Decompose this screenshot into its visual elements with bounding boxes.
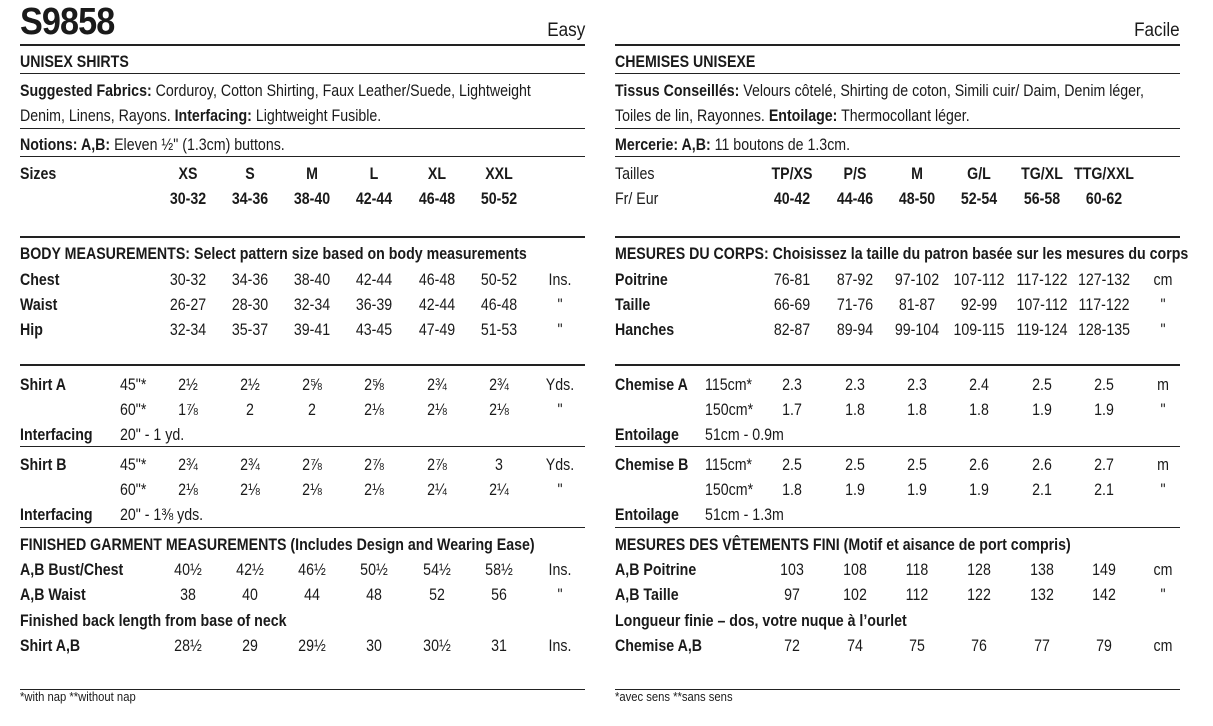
yardage-value: 2.5 (907, 456, 927, 474)
notions-label: Mercerie: A,B: (615, 136, 711, 154)
yardage-value: 1.8 (907, 401, 927, 419)
back-length-value: 29 (242, 637, 258, 655)
body-row-value: 46-48 (418, 271, 456, 289)
body-row-value: 117-122 (1016, 271, 1068, 289)
yardage-value: 1.9 (1032, 401, 1052, 419)
interfacing-text: Thermocollant léger. (841, 107, 970, 125)
size-range: 56-58 (1023, 190, 1061, 208)
size-header: L (369, 165, 379, 183)
yardage-value: 2⅝ (364, 376, 384, 394)
yardage-value: 1.9 (1094, 401, 1114, 419)
finished-row-value: 138 (1030, 561, 1054, 579)
body-row-value: 43-45 (355, 321, 393, 339)
body-row-value: 109-115 (953, 321, 1005, 339)
interfacing-label: Entoilage (615, 506, 679, 524)
garment-label: Shirt B (20, 456, 67, 474)
size-header: TTG/XXL (1074, 165, 1134, 183)
unit-label: " (557, 321, 563, 339)
yardage-value: 2⅞ (427, 456, 447, 474)
notions-text: 11 boutons de 1.3cm. (714, 136, 851, 154)
yardage-value: 2.6 (1032, 456, 1052, 474)
divider (615, 236, 1180, 238)
body-row-value: 50-52 (480, 271, 518, 289)
interfacing-value: 20" - 1 yd. (120, 426, 185, 444)
unit-label: cm (1153, 637, 1173, 655)
finished-row-value: 97 (784, 586, 800, 604)
size-range: 34-36 (231, 190, 269, 208)
body-row-value: 38-40 (293, 271, 331, 289)
unit-label: " (557, 481, 563, 499)
footnote: *with nap **without nap (20, 690, 136, 704)
interfacing-value: 51cm - 1.3m (705, 506, 784, 524)
size-range: 40-42 (773, 190, 811, 208)
back-length-value: 75 (909, 637, 925, 655)
body-measurements-header: MESURES DU CORPS: Choisissez la taille du patron basée sur les mesures du corps (615, 245, 1189, 263)
yardage-value: 2¼ (489, 481, 509, 499)
fabric-width: 60"* (120, 401, 147, 419)
fabrics-text: Velours côtelé, Shirting de coton, Simili cuir/ Daim, Denim léger, (743, 82, 1144, 100)
divider (20, 44, 585, 46)
fabric-width: 45"* (120, 456, 147, 474)
pattern-code: S9858 (20, 1, 115, 43)
unit-label: m (1157, 376, 1169, 394)
interfacing-label: Interfacing (20, 426, 93, 444)
sizes-label: Sizes (20, 165, 57, 183)
back-length-header: Longueur finie – dos, votre nuque à l’ourlet (615, 612, 907, 630)
yardage-value: 2 (246, 401, 254, 419)
yardage-value: 2.5 (782, 456, 802, 474)
body-row-value: 107-112 (953, 271, 1005, 289)
body-row-label: Waist (20, 296, 58, 314)
divider (20, 73, 585, 74)
finished-measurements-header: MESURES DES VÊTEMENTS FINI (Motif et aisance de port compris) (615, 536, 1071, 554)
body-row-value: 92-99 (960, 296, 998, 314)
garment-label: Chemise B (615, 456, 689, 474)
yardage-value: 2⅝ (302, 376, 322, 394)
yardage-value: 1.9 (969, 481, 989, 499)
yardage-value: 2.1 (1094, 481, 1114, 499)
sizes-label: Tailles (615, 165, 655, 183)
size-header: TP/XS (771, 165, 813, 183)
back-length-value: 74 (847, 637, 863, 655)
body-row-value: 66-69 (773, 296, 811, 314)
unit-label: " (557, 296, 563, 314)
section-title: UNISEX SHIRTS (20, 53, 129, 71)
body-row-value: 81-87 (898, 296, 936, 314)
body-row-value: 97-102 (894, 271, 940, 289)
size-range: 50-52 (480, 190, 518, 208)
divider (20, 446, 585, 447)
size-header: XS (178, 165, 198, 183)
back-length-label: Shirt A,B (20, 637, 81, 655)
interfacing-label: Entoilage: (768, 107, 838, 125)
footnote: *avec sens **sans sens (615, 690, 733, 704)
unit-label: Ins. (548, 561, 572, 579)
unit-label: " (1160, 401, 1166, 419)
body-row-value: 51-53 (480, 321, 518, 339)
yardage-value: 2⅛ (178, 481, 198, 499)
yardage-value: 2.1 (1032, 481, 1052, 499)
yardage-value: 2.5 (1032, 376, 1052, 394)
size-range: 46-48 (418, 190, 456, 208)
size-header: S (245, 165, 255, 183)
yardage-value: 2⅛ (302, 481, 322, 499)
size-range-label: Fr/ Eur (615, 190, 659, 208)
section-title: CHEMISES UNISEXE (615, 53, 756, 71)
body-row-label: Poitrine (615, 271, 668, 289)
finished-row-value: 40½ (174, 561, 202, 579)
difficulty-label: Easy (546, 20, 585, 41)
finished-row-value: 40 (242, 586, 258, 604)
divider (615, 527, 1180, 528)
finished-row-value: 56 (491, 586, 507, 604)
finished-row-value: 149 (1092, 561, 1116, 579)
yardage-value: 2½ (178, 376, 198, 394)
finished-row-value: 42½ (236, 561, 264, 579)
body-row-value: 39-41 (293, 321, 331, 339)
divider (20, 128, 585, 129)
yardage-value: 2.5 (845, 456, 865, 474)
finished-row-label: A,B Waist (20, 586, 86, 604)
body-row-value: 32-34 (169, 321, 207, 339)
body-row-value: 46-48 (480, 296, 518, 314)
unit-label: Yds. (545, 456, 575, 474)
yardage-value: 2⅞ (302, 456, 322, 474)
body-row-label: Hanches (615, 321, 675, 339)
body-row-value: 119-124 (1016, 321, 1068, 339)
interfacing-label: Interfacing: (174, 107, 252, 125)
size-header: XXL (485, 165, 513, 183)
fabrics-line-2 (20, 106, 381, 126)
yardage-value: 2.3 (782, 376, 802, 394)
back-length-value: 31 (491, 637, 507, 655)
unit-label: Ins. (548, 271, 572, 289)
difficulty-label: Facile (1134, 20, 1180, 41)
yardage-value: 1.8 (845, 401, 865, 419)
divider (615, 446, 1180, 447)
fabrics-text-2: Denim, Linens, Rayons. (20, 107, 171, 125)
yardage-value: 2¾ (427, 376, 447, 394)
yardage-value: 1⅞ (178, 401, 198, 419)
size-header: M (306, 165, 318, 183)
yardage-value: 2¼ (427, 481, 447, 499)
back-length-label: Chemise A,B (615, 637, 703, 655)
notions-line (20, 135, 285, 155)
divider (20, 364, 585, 366)
yardage-value: 2 (308, 401, 316, 419)
back-length-value: 28½ (174, 637, 202, 655)
body-row-label: Taille (615, 296, 651, 314)
body-row-value: 117-122 (1078, 296, 1130, 314)
interfacing-value: 20" - 1⅜ yds. (120, 506, 204, 524)
divider (615, 44, 1180, 46)
fabrics-label: Tissus Conseillés: (615, 82, 740, 100)
body-row-value: 36-39 (355, 296, 393, 314)
yardage-value: 2⅛ (427, 401, 447, 419)
body-row-value: 128-135 (1077, 321, 1131, 339)
fabric-width: 115cm* (705, 456, 753, 474)
yardage-value: 2.3 (845, 376, 865, 394)
body-measurements-header: BODY MEASUREMENTS: Select pattern size based on body measurements (20, 245, 527, 263)
yardage-value: 2⅞ (364, 456, 384, 474)
size-range: 30-32 (169, 190, 207, 208)
fabric-width: 115cm* (705, 376, 753, 394)
back-length-value: 72 (784, 637, 800, 655)
finished-row-value: 54½ (423, 561, 451, 579)
unit-label: " (557, 586, 563, 604)
finished-measurements-header: FINISHED GARMENT MEASUREMENTS (Includes Design and Wearing Ease) (20, 536, 535, 554)
unit-label: Yds. (545, 376, 575, 394)
yardage-value: 2⅛ (240, 481, 260, 499)
yardage-value: 1.9 (907, 481, 927, 499)
yardage-value: 2.4 (969, 376, 989, 394)
body-row-value: 107-112 (1016, 296, 1068, 314)
yardage-value: 2⅛ (489, 401, 509, 419)
divider (615, 73, 1180, 74)
finished-row-value: 52 (429, 586, 445, 604)
body-row-value: 42-44 (418, 296, 456, 314)
notions-label: Notions: A,B: (20, 136, 111, 154)
size-range: 48-50 (898, 190, 936, 208)
garment-label: Shirt A (20, 376, 66, 394)
finished-row-value: 46½ (298, 561, 326, 579)
back-length-value: 30½ (423, 637, 451, 655)
finished-row-value: 122 (967, 586, 991, 604)
size-header: M (911, 165, 923, 183)
divider (20, 527, 585, 528)
body-row-value: 127-132 (1077, 271, 1131, 289)
unit-label: Ins. (548, 637, 572, 655)
finished-row-label: A,B Poitrine (615, 561, 697, 579)
yardage-value: 2.3 (907, 376, 927, 394)
fabric-width: 60"* (120, 481, 147, 499)
yardage-value: 2⅛ (364, 481, 384, 499)
body-row-label: Hip (20, 321, 43, 339)
unit-label: " (557, 401, 563, 419)
size-range: 52-54 (960, 190, 998, 208)
body-row-value: 34-36 (231, 271, 269, 289)
finished-row-value: 48 (366, 586, 382, 604)
yardage-value: 1.8 (969, 401, 989, 419)
size-range: 44-46 (836, 190, 874, 208)
finished-row-label: A,B Taille (615, 586, 679, 604)
fabric-width: 45"* (120, 376, 147, 394)
finished-row-value: 112 (905, 586, 929, 604)
finished-row-value: 50½ (360, 561, 388, 579)
interfacing-label: Entoilage (615, 426, 679, 444)
finished-row-value: 38 (180, 586, 196, 604)
back-length-value: 30 (366, 637, 382, 655)
finished-row-value: 142 (1092, 586, 1116, 604)
yardage-value: 1.7 (782, 401, 802, 419)
yardage-value: 2.6 (969, 456, 989, 474)
divider (20, 156, 585, 157)
finished-row-value: 44 (304, 586, 320, 604)
size-range: 60-62 (1085, 190, 1123, 208)
finished-row-value: 132 (1030, 586, 1054, 604)
unit-label: cm (1153, 561, 1173, 579)
finished-row-value: 108 (843, 561, 867, 579)
body-row-value: 30-32 (169, 271, 207, 289)
fabric-width: 150cm* (705, 401, 754, 419)
body-row-value: 87-92 (836, 271, 874, 289)
unit-label: " (1160, 586, 1166, 604)
interfacing-text: Lightweight Fusible. (255, 107, 382, 125)
unit-label: " (1160, 296, 1166, 314)
back-length-value: 79 (1096, 637, 1112, 655)
fabric-width: 150cm* (705, 481, 754, 499)
yardage-value: 3 (495, 456, 503, 474)
divider (615, 128, 1180, 129)
unit-label: " (1160, 481, 1166, 499)
body-row-value: 82-87 (773, 321, 811, 339)
finished-row-value: 128 (967, 561, 991, 579)
finished-row-value: 102 (843, 586, 867, 604)
body-row-value: 32-34 (293, 296, 331, 314)
back-length-value: 77 (1034, 637, 1050, 655)
finished-row-value: 118 (905, 561, 929, 579)
unit-label: m (1157, 456, 1169, 474)
body-row-value: 71-76 (836, 296, 874, 314)
yardage-value: 2¾ (240, 456, 260, 474)
unit-label: " (1160, 321, 1166, 339)
size-range: 42-44 (355, 190, 393, 208)
back-length-value: 29½ (298, 637, 326, 655)
yardage-value: 1.9 (845, 481, 865, 499)
body-row-value: 28-30 (231, 296, 269, 314)
notions-text: Eleven ½" (1.3cm) buttons. (114, 136, 285, 154)
divider (615, 156, 1180, 157)
back-length-header: Finished back length from base of neck (20, 612, 287, 630)
body-row-label: Chest (20, 271, 60, 289)
yardage-value: 1.8 (782, 481, 802, 499)
finished-row-value: 103 (780, 561, 804, 579)
yardage-value: 2¾ (489, 376, 509, 394)
body-row-value: 89-94 (836, 321, 874, 339)
size-header: P/S (843, 165, 867, 183)
body-row-value: 76-81 (773, 271, 811, 289)
fabrics-label: Suggested Fabrics: (20, 82, 152, 100)
interfacing-label: Interfacing (20, 506, 93, 524)
fabrics-line-1 (20, 81, 531, 101)
finished-row-label: A,B Bust/Chest (20, 561, 124, 579)
size-range: 38-40 (293, 190, 331, 208)
yardage-value: 2¾ (178, 456, 198, 474)
fabrics-line-2 (615, 106, 970, 126)
divider (20, 236, 585, 238)
body-row-value: 42-44 (355, 271, 393, 289)
fabrics-text: Corduroy, Cotton Shirting, Faux Leather/Suede, Lightweight (155, 82, 531, 100)
garment-label: Chemise A (615, 376, 688, 394)
interfacing-value: 51cm - 0.9m (705, 426, 784, 444)
body-row-value: 47-49 (418, 321, 456, 339)
back-length-value: 76 (971, 637, 987, 655)
yardage-value: 2.7 (1094, 456, 1114, 474)
size-header: TG/XL (1021, 165, 1063, 183)
notions-line (615, 135, 850, 155)
body-row-value: 26-27 (169, 296, 207, 314)
yardage-value: 2⅛ (364, 401, 384, 419)
body-row-value: 35-37 (231, 321, 269, 339)
body-row-value: 99-104 (894, 321, 940, 339)
size-header: XL (427, 165, 447, 183)
yardage-value: 2.5 (1094, 376, 1114, 394)
fabrics-text-2: Toiles de lin, Rayonnes. (615, 107, 765, 125)
divider (615, 364, 1180, 366)
finished-row-value: 58½ (485, 561, 513, 579)
yardage-value: 2½ (240, 376, 260, 394)
size-header: G/L (967, 165, 991, 183)
fabrics-line-1 (615, 81, 1144, 101)
unit-label: cm (1153, 271, 1173, 289)
